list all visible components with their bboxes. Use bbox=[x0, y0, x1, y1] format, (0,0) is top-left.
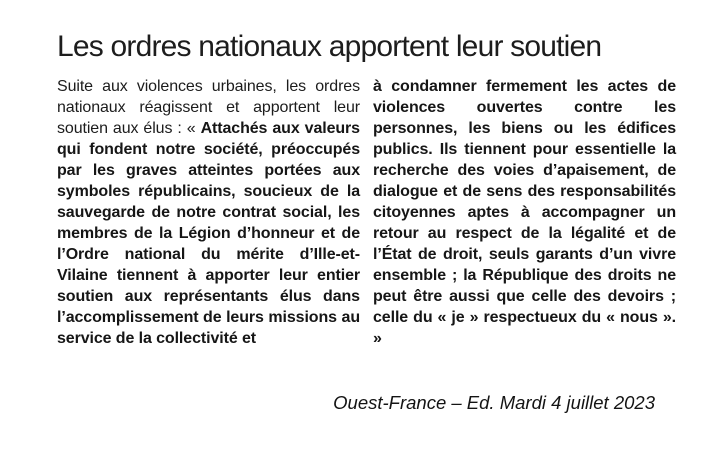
article-column-right bbox=[373, 76, 676, 349]
quote-bold-text: à condamner fermement les actes de violences ouvertes contre les personnes, les biens ou les édifices publics. Ils tiennent pour essentielle la recherche des voies d’apaisement, de dialogue et de sens des responsabilités citoyennes aptes à accompagner un retour au respect de la légalité et de l’État de droit, seuls garants d’un vivre ensemble ; la République des droits ne peut être aussi que celle des devoirs ; celle du « je » respectueux du « nous ». » bbox=[373, 78, 676, 347]
article-headline: Les ordres nationaux apportent leur soutien bbox=[57, 30, 602, 63]
article-body bbox=[57, 76, 677, 349]
intro-text: Suite aux violences urbaines, les ordres nationaux réagissent et apportent leur soutien aux élus : « bbox=[57, 78, 360, 137]
quote-bold-text: Attachés aux valeurs qui fondent notre société, préoccupés par les graves atteintes portées aux symboles républicains, soucieux de la sauvegarde de notre contrat social, les membres de la Légion d’honneur et de l’Ordre national du mérite d’Ille-et-Vilaine tiennent à apporter leur entier soutien aux représentants élus dans l’accomplissement de leurs missions au service de la collectivité et bbox=[57, 120, 360, 347]
article-column-left bbox=[57, 76, 360, 349]
source-citation: Ouest-France – Ed. Mardi 4 juillet 2023 bbox=[333, 392, 655, 413]
